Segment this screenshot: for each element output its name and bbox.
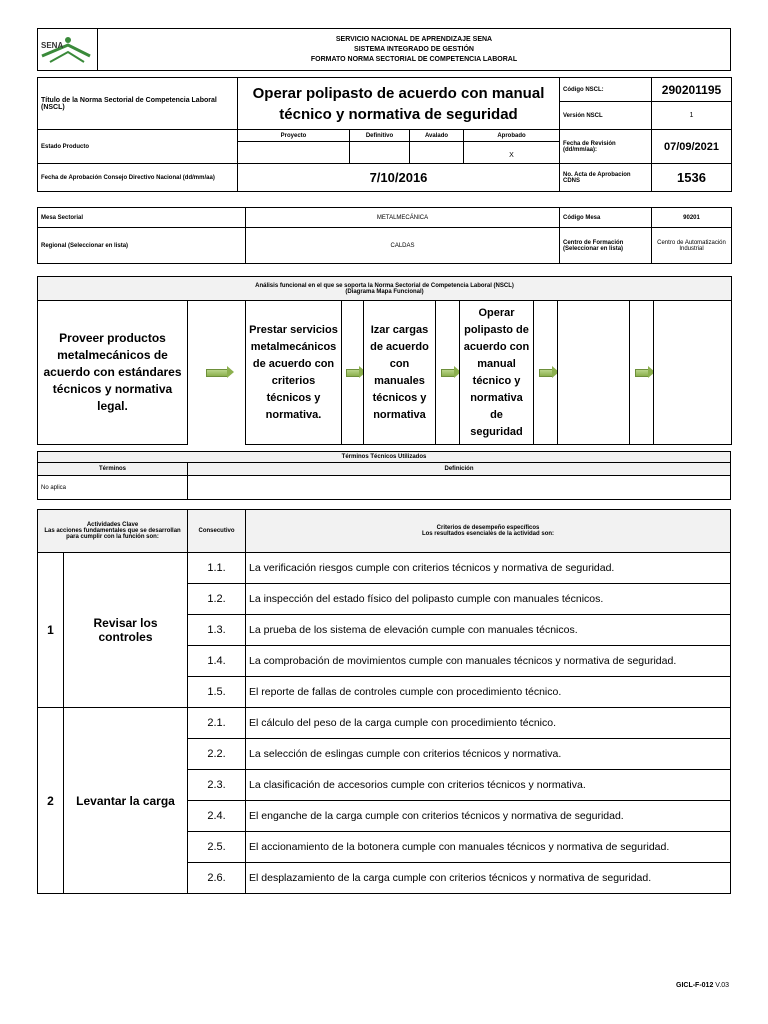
estado-mark-aprobado: X xyxy=(464,142,560,164)
activity-number: 2 xyxy=(38,708,64,894)
mesa-sectorial-label: Mesa Sectorial xyxy=(38,208,246,228)
terms-title: Términos Técnicos Utilizados xyxy=(38,452,731,463)
functional-map-title-line2: (Diagrama Mapa Funcional) xyxy=(345,288,424,295)
acta-aprobacion-label: No. Acta de Aprobacion CDNS xyxy=(560,164,652,192)
form-version: V.03 xyxy=(715,982,730,989)
functional-map-title xyxy=(38,277,732,301)
centro-formacion-label: Centro de Formación (Seleccionar en lista) xyxy=(560,228,652,264)
criterion-code: 2.6. xyxy=(188,863,246,894)
header-line-1: SERVICIO NACIONAL DE APRENDIZAJE SENA xyxy=(335,35,493,43)
terms-col-terminos: Términos xyxy=(38,463,188,476)
technical-terms-table xyxy=(37,451,731,500)
activities-table xyxy=(37,509,731,894)
codigo-mesa-value: 90201 xyxy=(652,208,732,228)
criterion-text: La comprobación de movimientos cumple con manuales técnicos y normativa de seguridad. xyxy=(246,646,731,677)
arrow-cell-4 xyxy=(534,301,558,445)
estado-producto-label: Estado Producto xyxy=(38,130,238,164)
function-box-6 xyxy=(654,301,732,445)
estado-mark-proyecto xyxy=(238,142,350,164)
criterion-code: 2.5. xyxy=(188,832,246,863)
header-line-3: FORMATO NORMA SECTORIAL DE COMPETENCIA LABORAL xyxy=(310,55,518,63)
estado-col-avalado: Avalado xyxy=(410,130,464,142)
arrow-right-icon xyxy=(441,369,455,377)
arrow-cell-3 xyxy=(436,301,460,445)
definition-cell xyxy=(188,476,731,500)
activity-name: Levantar la carga xyxy=(64,708,188,894)
function-box-2: Prestar servicios metalmecánicos de acuerdo con criterios técnicos y normativa. xyxy=(246,301,342,445)
criterion-text: El accionamiento de la botonera cumple con manuales técnicos y normativa de seguridad. xyxy=(246,832,731,863)
fecha-aprobacion-value: 7/10/2016 xyxy=(238,164,560,192)
logo-text: SENA xyxy=(41,41,64,50)
fecha-aprobacion-label: Fecha de Aprobación Consejo Directivo Nacional (dd/mm/aa) xyxy=(38,164,238,192)
estado-col-proyecto: Proyecto xyxy=(238,130,350,142)
criterion-code: 1.5. xyxy=(188,677,246,708)
arrow-right-icon xyxy=(539,369,553,377)
function-box-1: Proveer productos metalmecánicos de acuerdo con estándares técnicos y normativa legal. xyxy=(38,301,188,445)
regional-label: Regional (Seleccionar en lista) xyxy=(38,228,246,264)
actividades-header-line1: Actividades Clave xyxy=(86,522,139,528)
footer-code xyxy=(676,982,729,989)
arrow-right-icon xyxy=(635,369,649,377)
terms-col-definicion: Definición xyxy=(188,463,731,476)
fecha-revision-value: 07/09/2021 xyxy=(652,130,732,164)
actividades-header-line2: Las acciones fundamentales que se desarrollan para cumplir con la función son: xyxy=(44,528,181,540)
document-header xyxy=(37,28,731,71)
criterion-text: La selección de eslingas cumple con criterios técnicos y normativa. xyxy=(246,739,731,770)
header-line-2: SISTEMA INTEGRADO DE GESTIÓN xyxy=(354,45,474,53)
estado-mark-definitivo xyxy=(350,142,410,164)
criterios-header-line1: Criterios de desempeño específicos xyxy=(436,525,540,531)
estado-col-definitivo: Definitivo xyxy=(350,130,410,142)
codigo-mesa-label: Código Mesa xyxy=(560,208,652,228)
consecutivo-header: Consecutivo xyxy=(188,510,246,553)
arrow-right-icon xyxy=(346,369,360,377)
header-titles xyxy=(98,29,731,71)
mesa-sectorial-value: METALMECÁNICA xyxy=(246,208,560,228)
centro-formacion-value: Centro de Automatización Industrial xyxy=(652,228,732,264)
estado-mark-avalado xyxy=(410,142,464,164)
arrow-cell-1 xyxy=(188,301,246,445)
criterion-text: La prueba de los sistema de elevación cumple con manuales técnicos. xyxy=(246,615,731,646)
mesa-sectorial-table xyxy=(37,207,732,264)
activity-number: 1 xyxy=(38,553,64,708)
criterion-code: 1.3. xyxy=(188,615,246,646)
criterion-code: 1.2. xyxy=(188,584,246,615)
criterion-text: El enganche de la carga cumple con criterios técnicos y normativa de seguridad. xyxy=(246,801,731,832)
regional-value: CALDAS xyxy=(246,228,560,264)
form-code: GICL-F-012 xyxy=(676,982,714,989)
functional-map-table xyxy=(37,276,732,445)
identification-table xyxy=(37,77,732,192)
actividades-clave-header xyxy=(38,510,188,553)
criterion-code: 2.3. xyxy=(188,770,246,801)
activity-name: Revisar los controles xyxy=(64,553,188,708)
function-box-3: Izar cargas de acuerdo con manuales técnicos y normativa xyxy=(364,301,436,445)
criterion-text: El reporte de fallas de controles cumple con procedimiento técnico. xyxy=(246,677,731,708)
criterion-code: 1.4. xyxy=(188,646,246,677)
criterios-header xyxy=(246,510,731,553)
nscl-title-value: Operar polipasto de acuerdo con manual técnico y normativa de seguridad xyxy=(238,78,560,130)
function-box-5 xyxy=(558,301,630,445)
function-box-4: Operar polipasto de acuerdo con manual técnico y normativa de seguridad xyxy=(460,301,534,445)
version-nscl-value: 1 xyxy=(652,102,732,130)
criterion-text: El cálculo del peso de la carga cumple con procedimiento técnico. xyxy=(246,708,731,739)
criterion-text: El desplazamiento de la carga cumple con criterios técnicos y normativa de seguridad. xyxy=(246,863,731,894)
functional-map-title-line1: Análisis funcional en el que se soporta la Norma Sectorial de Competencia Laboral (NSCL) xyxy=(255,282,514,289)
sena-logo-icon xyxy=(40,36,92,64)
codigo-nscl-label: Código NSCL: xyxy=(560,78,652,102)
nscl-title-label: Título de la Norma Sectorial de Competencia Laboral (NSCL) xyxy=(38,78,238,130)
estado-col-aprobado: Aprobado xyxy=(464,130,560,142)
criterion-code: 2.1. xyxy=(188,708,246,739)
arrow-right-icon xyxy=(206,369,228,377)
criterion-code: 2.4. xyxy=(188,801,246,832)
fecha-revision-label: Fecha de Revisión (dd/mm/aa): xyxy=(560,130,652,164)
term-cell: No aplica xyxy=(38,476,188,500)
criterion-text: La inspección del estado físico del polipasto cumple con manuales técnicos. xyxy=(246,584,731,615)
codigo-nscl-value: 290201195 xyxy=(652,78,732,102)
acta-aprobacion-value: 1536 xyxy=(652,164,732,192)
criterion-text: La verificación riesgos cumple con criterios técnicos y normativa de seguridad. xyxy=(246,553,731,584)
version-nscl-label: Versión NSCL xyxy=(560,102,652,130)
arrow-cell-5 xyxy=(630,301,654,445)
criterios-header-line2: Los resultados esenciales de la actividad son: xyxy=(421,531,555,537)
criterion-code: 2.2. xyxy=(188,739,246,770)
criterion-code: 1.1. xyxy=(188,553,246,584)
arrow-cell-2 xyxy=(342,301,364,445)
criterion-text: La clasificación de accesorios cumple con criterios técnicos y normativa. xyxy=(246,770,731,801)
